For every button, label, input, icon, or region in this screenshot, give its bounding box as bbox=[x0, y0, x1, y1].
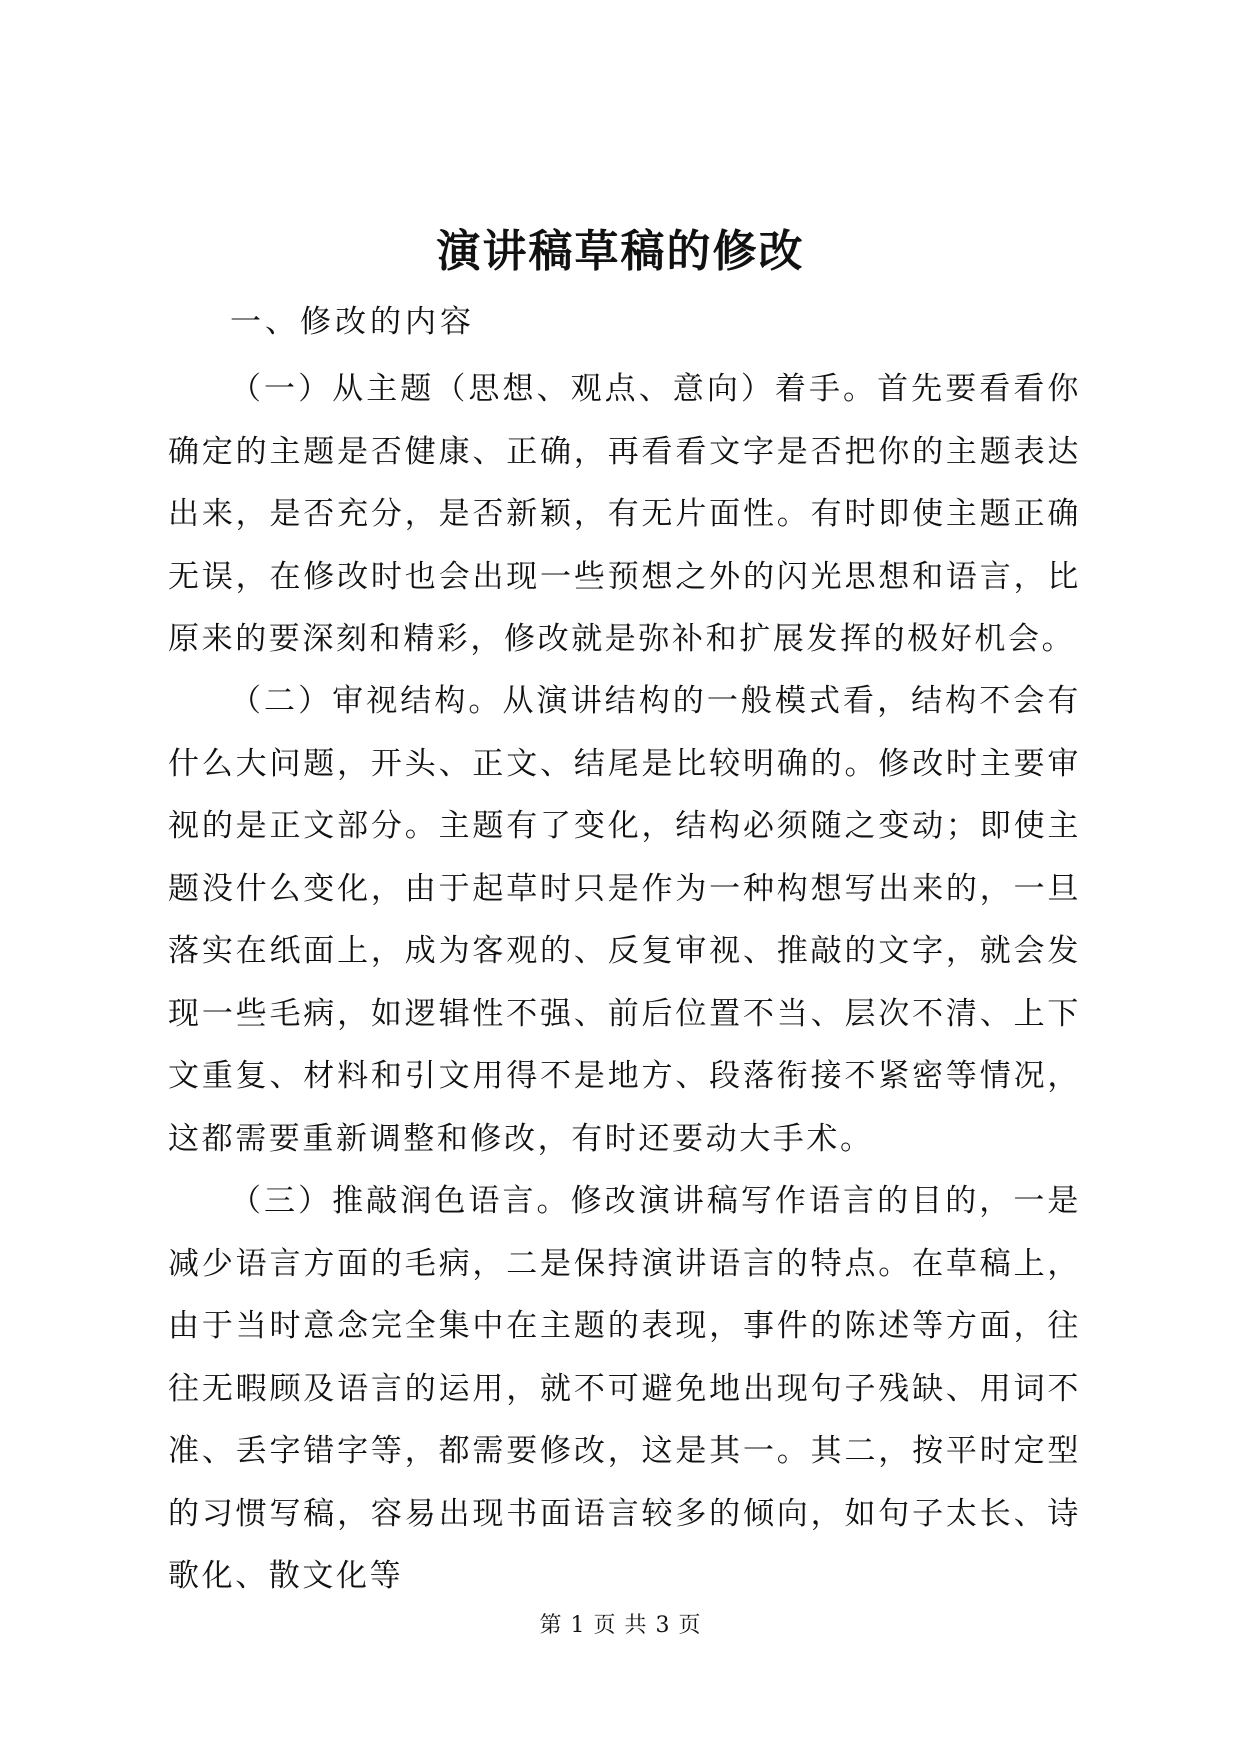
paragraph-3: （三）推敲润色语言。修改演讲稿写作语言的目的，一是减少语言方面的毛病，二是保持演讲语言的特点。在草稿上，由于当时意念完全集中在主题的表现，事件的陈述等方面，往往无暇顾及语言的运用，就不可避免地出现句子残缺、用词不准、丢字错字等，都需要修改，这是其一。其二，按平时定型的习惯写稿，容易出现书面语言较多的倾向，如句子太长、诗歌化、散文化等 bbox=[168, 1183, 1081, 1594]
section-heading: 一、修改的内容 bbox=[230, 304, 475, 340]
paragraph-1: （一）从主题（思想、观点、意向）着手。首先要看看你确定的主题是否健康、正确，再看看文字是否把你的主题表达出来，是否充分，是否新颖，有无片面性。有时即使主题正确无误，在修改时也会出现一些预想之外的闪光思想和语言，比原来的要深刻和精彩，修改就是弥补和扩展发挥的极好机会。 bbox=[168, 371, 1081, 657]
document-title: 演讲稿草稿的修改 bbox=[436, 226, 805, 277]
page-number-footer: 第 1 页 共 3 页 bbox=[539, 1613, 702, 1638]
paragraph-2: （二）审视结构。从演讲结构的一般模式看，结构不会有什么大问题，开头、正文、结尾是比较明确的。修改时主要审视的是正文部分。主题有了变化，结构必须随之变动；即使主题没什么变化，由于起草时只是作为一种构想写出来的，一旦落实在纸面上，成为客观的、反复审视、推敲的文字，就会发现一些毛病，如逻辑性不强、前后位置不当、层次不清、上下文重复、材料和引文用得不是地方、段落衔接不紧密等情况，这都需要重新调整和修改，有时还要动大手术。 bbox=[168, 683, 1081, 1157]
